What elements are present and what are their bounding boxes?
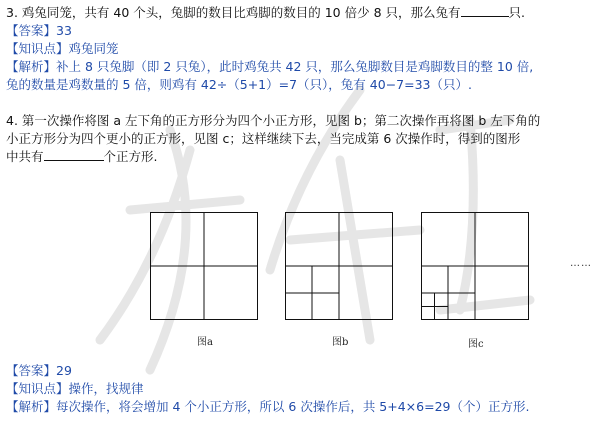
q3-analysis-line2: 兔的数量是鸡数量的 5 倍，则鸡有 42÷（5+1）=7（只），兔有 40−7=33（只）. bbox=[6, 77, 472, 92]
q4-knowledge-tag: 【知识点】 bbox=[6, 381, 69, 396]
figure-b-caption: 图b bbox=[332, 337, 349, 348]
q4-question-line3 bbox=[6, 148, 158, 165]
figure-a bbox=[150, 212, 258, 320]
q4-question-text: 中共有 bbox=[6, 149, 44, 164]
q4-question-tail: 个正方形. bbox=[103, 149, 158, 164]
q3-knowledge: 鸡兔同笼 bbox=[68, 41, 119, 56]
q4-knowledge: 操作，找规律 bbox=[68, 381, 144, 396]
q3-answer-blank bbox=[461, 5, 509, 17]
q3-analysis-row bbox=[6, 58, 533, 75]
q4-answer-blank bbox=[44, 149, 104, 161]
q4-answer-row bbox=[6, 362, 72, 379]
q3-question-text: 3. 鸡兔同笼，共有 40 个头，兔脚的数目比鸡脚的数目的 10 倍少 8 只，那么兔有 bbox=[6, 5, 461, 20]
q3-answer-tag: 【答案】 bbox=[6, 23, 57, 38]
q4-analysis-row bbox=[6, 398, 529, 415]
q4-answer: 29 bbox=[56, 363, 72, 378]
q3-analysis-line1: 补上 8 只兔脚（即 2 只兔），此时鸡兔共 42 只，那么兔脚数目是鸡脚数目的整 10 倍, bbox=[56, 59, 534, 74]
figure-c bbox=[421, 212, 529, 320]
q4-answer-tag: 【答案】 bbox=[6, 363, 57, 378]
figure-c-caption: 图c bbox=[468, 339, 484, 350]
q3-question bbox=[6, 4, 525, 21]
q3-analysis-tag: 【解析】 bbox=[6, 59, 57, 74]
q3-answer-row bbox=[6, 22, 72, 39]
q3-answer: 33 bbox=[56, 23, 72, 38]
figure-b bbox=[285, 212, 393, 320]
q3-knowledge-tag: 【知识点】 bbox=[6, 41, 69, 56]
q4-knowledge-row bbox=[6, 380, 144, 397]
q4-analysis-tag: 【解析】 bbox=[6, 399, 57, 414]
q3-question-tail: 只. bbox=[508, 5, 525, 20]
q4-analysis: 每次操作，将会增加 4 个小正方形，所以 6 次操作后，共 5+4×6=29（个）正方形. bbox=[56, 399, 530, 414]
q3-knowledge-row bbox=[6, 40, 119, 57]
figure-a-caption: 图a bbox=[197, 337, 213, 348]
q3-analysis-row2 bbox=[6, 76, 472, 93]
ellipsis: …… bbox=[570, 258, 592, 269]
q4-question-line2: 小正方形分为四个更小的正方形，见图 c；这样继续下去，当完成第 6 次操作时，得到的图形 bbox=[6, 131, 521, 146]
q4-question-line1: 4. 第一次操作将图 a 左下角的正方形分为四个小正方形，见图 b；第二次操作再将图 b 左下角的 bbox=[6, 113, 541, 128]
